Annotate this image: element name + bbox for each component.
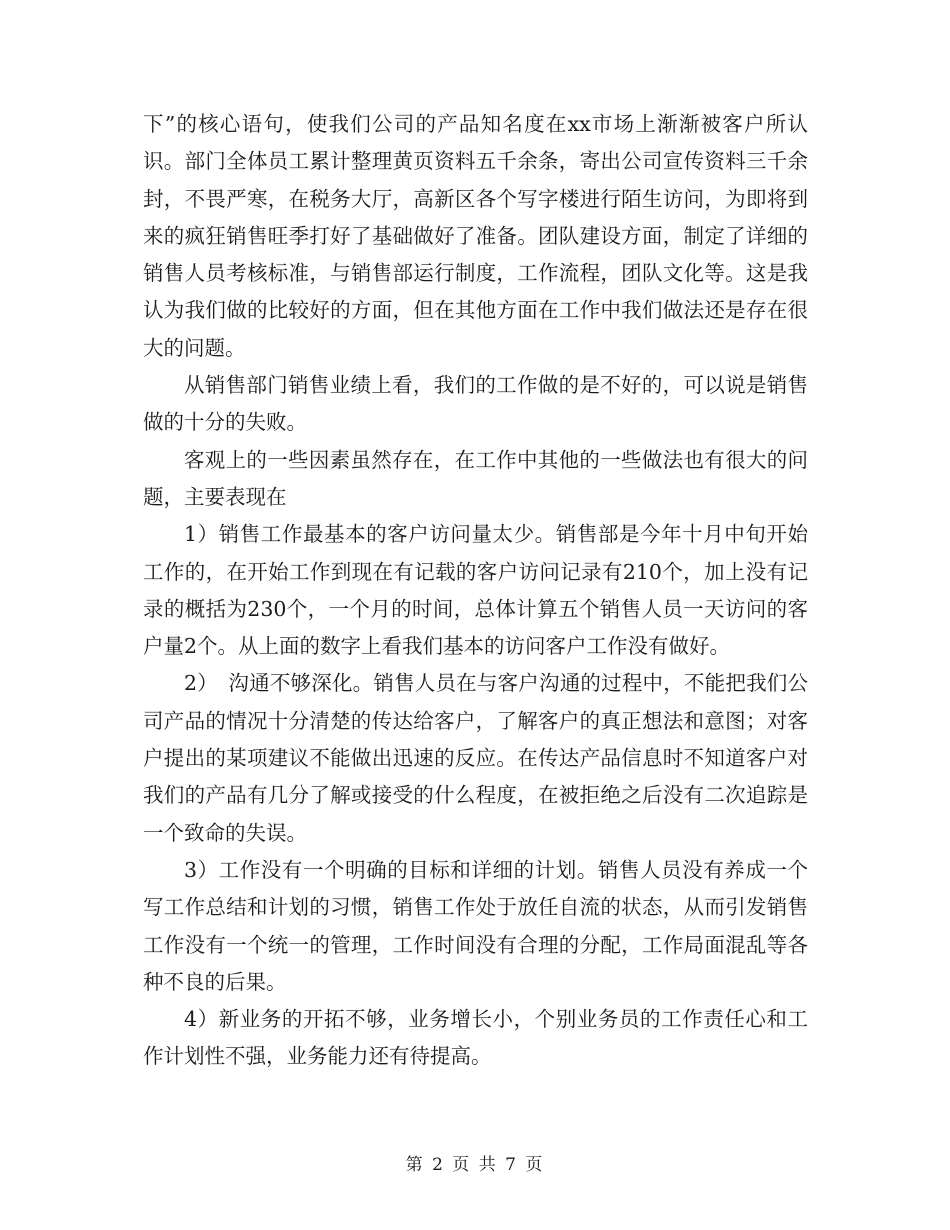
paragraph-1: 下”的核心语句，使我们公司的产品知名度在xx市场上渐渐被客户所认识。部门全体员工累计整理黄页资料五千余条，寄出公司宣传资料三千余封，不畏严寒，在税务大厅，高新区各个写字楼进行陌生访问，为即将到来的疯狂销售旺季打好了基础做好了准备。团队建设方面，制定了详细的销售人员考核标准，与销售部运行制度，工作流程，团队文化等。这是我认为我们做的比较好的方面，但在其他方面在工作中我们做法还是存在很大的问题。 bbox=[143, 112, 808, 360]
paragraph-7: 4）新业务的开拓不够，业务增长小，个别业务员的工作责任心和工作计划性不强，业务能力还有待提高。 bbox=[143, 1007, 808, 1069]
paragraph-2: 从销售部门销售业绩上看，我们的工作做的是不好的，可以说是销售做的十分的失败。 bbox=[143, 373, 808, 435]
paragraph-5: 2） 沟通不够深化。销售人员在与客户沟通的过程中，不能把我们公司产品的情况十分清楚的传达给客户，了解客户的真正想法和意图；对客户提出的某项建议不能做出迅速的反应。在传达产品信息时不知道客户对我们的产品有几分了解或接受的什么程度，在被拒绝之后没有二次追踪是一个致命的失误。 bbox=[143, 671, 808, 845]
paragraph-4: 1）销售工作最基本的客户访问量太少。销售部是今年十月中旬开始工作的，在开始工作到现在有记载的客户访问记录有210个，加上没有记录的概括为230个，一个月的时间，总体计算五个销售人员一天访问的客户量2个。从上面的数字上看我们基本的访问客户工作没有做好。 bbox=[143, 522, 808, 659]
page-number-footer: 第 2 页 共 7 页 bbox=[405, 1155, 545, 1175]
paragraph-3: 客观上的一些因素虽然存在，在工作中其他的一些做法也有很大的问题，主要表现在 bbox=[143, 447, 808, 509]
document-body bbox=[143, 106, 808, 1076]
paragraph-6: 3）工作没有一个明确的目标和详细的计划。销售人员没有养成一个写工作总结和计划的习惯，销售工作处于放任自流的状态，从而引发销售工作没有一个统一的管理，工作时间没有合理的分配，工作局面混乱等各种不良的后果。 bbox=[143, 857, 808, 994]
